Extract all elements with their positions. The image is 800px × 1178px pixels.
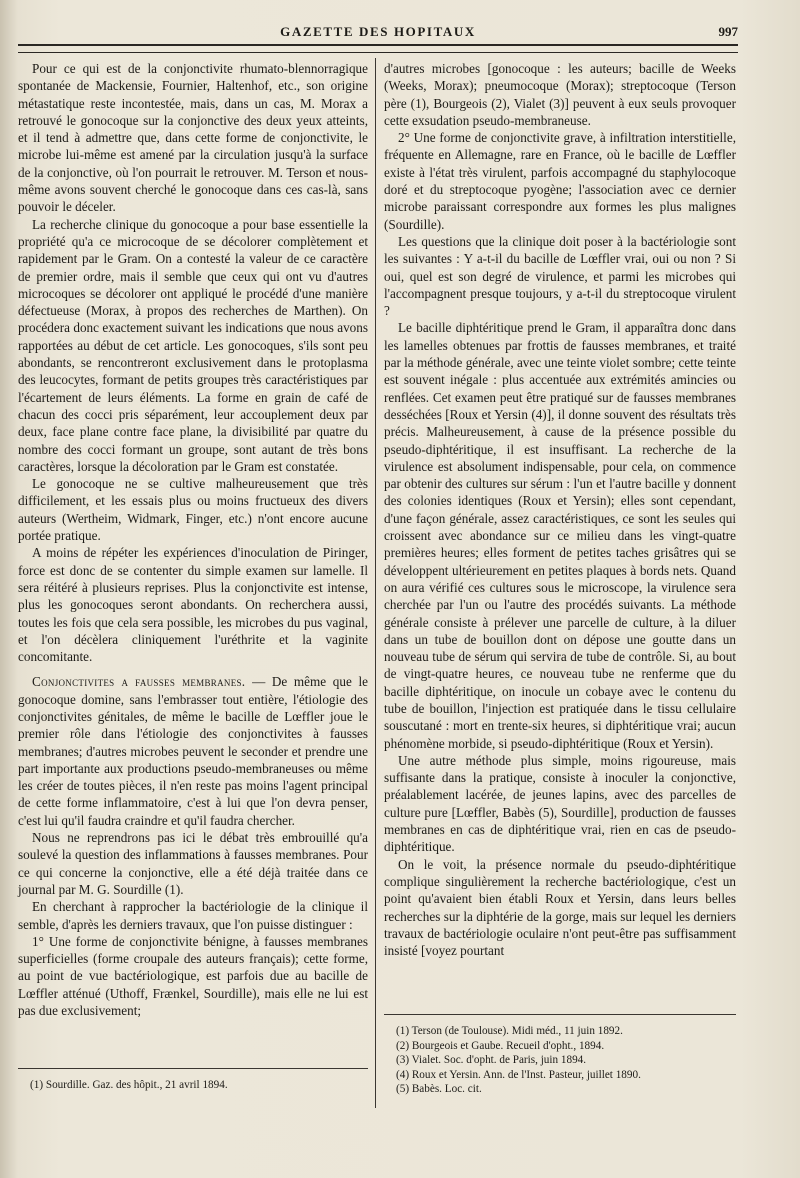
paragraph: Le bacille diphtéritique prend le Gram, il apparaîtra donc dans les lamelles obtenues par frottis de fausses membranes, et traité par la méthode générale, avec une teinte violet sombre; cette teinte est souvent inégale : plus accentuée aux extrémités amincies ou renflées. Cet examen peut être pratiqué sur de fausses membranes desséchées [Roux et Yersin (4)], il donne souvent des résultats très précis. Malheureusement, à cause de la présence possible du pseudo-diphtéritique, il est insuffisant. La recherche de la virulence est absolument indispensable, pour cela, on commence par obtenir des cultures sur sérum : l'un et l'autre bacille y donnent des colonies identiques (Roux et Yersin); elles sont cependant, d'une façon générale, assez caractéristiques, ce sont les seules qui croissent avec abondance sur ce milieu dans les vingt-quatre premières heures; elles forment de petites taches grisâtres qui se développent ultérieurement en petites plaques à bords nets. Quand on aura vérifié ces cultures sous le microscope, la virulence sera cherchée par l'un ou l'autre des procédés suivants. La méthode générale consiste à prélever une parcelle de culture, à la diluer dans un tube de bouillon dont on dépose une goutte dans un nouveau tube de sérum qui servira de tube de contrôle. Si, au bout de vingt-quatre heures, ce nouveau tube ne renferme que du bacille diphtéritique, on inocule un cobaye avec le contenu du tube de bouillon, l'injection est pratiquée dans le tissu cellulaire souscutané : mort en trente-six heures, si diphtéritique vrai; aucun phénomène morbide, si pseudo-diphtéritique (Roux et Yersin). <box>384 320 736 751</box>
page-header <box>18 22 738 42</box>
right-footnotes <box>396 1024 641 1097</box>
page-number: 997 <box>718 24 738 39</box>
footnote: (4) Roux et Yersin. Ann. de l'Inst. Pasteur, juillet 1890. <box>396 1068 641 1081</box>
paragraph: 2° Une forme de conjonctivite grave, à infiltration interstitielle, fréquente en Allemagne, rare en France, où le bacille de Lœffler existe à l'état très virulent, parfois accompagné du staphylocoque doré et du streptocoque pyogène; l'association avec ce dernier microbe paraissant correspondre aux formes les plus malignes (Sourdille). <box>384 130 736 232</box>
paragraph: Pour ce qui est de la conjonctivite rhumato-blennorragique spontanée de Mackensie, Fournier, Haltenhof, etc., son origine métastatique reste incontestée, mais, dans un cas, M. Morax a retrouvé le gonocoque sur la conjonctive des deux yeux atteints, et il tend à admettre que, dans cette forme de conjonctivite, le microbe lui-même est amené par la circulation jusqu'à la surface de la conjonctive, où l'on pourrait le retrouver. M. Terson et nous-même avons souvent cherché le gonocoque dans ces cas-là, sans pouvoir le déceler. <box>18 61 368 215</box>
paragraph: Les questions que la clinique doit poser à la bactériologie sont les suivantes : Y a-t-il du bacille de Lœffler vrai, oui ou non ? Si oui, quel est son degré de virulence, et parmi les microbes qui l'accompagnent presque toujours, y a-t-il du streptocoque virulent ? <box>384 233 736 319</box>
left-column <box>18 60 368 1019</box>
footnote-rule <box>384 1014 736 1015</box>
column-divider <box>375 58 376 1108</box>
paragraph: On le voit, la présence normale du pseudo-diphtéritique complique singulièrement la recherche bactériologique, c'est un point qu'avaient bien établi Roux et Yersin, dans leurs belles recherches sur la diphtérie de la gorge, mais sur lequel les derniers travaux de bactériologie oculaire n'ont peut-être pas suffisamment insisté [voyez pourtant <box>384 856 736 959</box>
section-text: — De même que le gonocoque domine, sans l'embrasser tout entière, l'étiologie des conjonctivites génitales, de même le bacille de Lœffler joue le premier rôle dans l'étiologie des conjonctivites à fausses membranes; d'autres microbes peuvent le seconder et prendre une part importante aux productions pseudo-membraneuses ou même les créer de toutes pièces, il n'en reste pas moins l'agent principal de cette forme inflammatoire, c'est à lui que l'on devra penser, c'est lui qu'il faudra craindre et qu'il faudra chercher. <box>18 674 369 828</box>
footnote: (5) Babès. Loc. cit. <box>396 1083 482 1096</box>
header-rule <box>18 44 738 53</box>
left-footnotes <box>30 1078 228 1093</box>
paragraph: Le gonocoque ne se cultive malheureusement que très difficilement, et les essais plus ou moins fructueux des divers auteurs (Wertheim, Widmark, Finger, etc.) n'ont encore aucune portée pratique. <box>18 476 368 544</box>
footnote-rule <box>18 1068 368 1069</box>
right-column <box>384 60 736 959</box>
footnote: (1) Terson (de Toulouse). Midi méd., 11 juin 1892. <box>396 1025 623 1037</box>
footnote: (1) Sourdille. Gaz. des hôpit., 21 avril 1894. <box>30 1079 228 1091</box>
section-title: Conjonctivites a fausses membranes. <box>32 674 246 690</box>
paragraph: La recherche clinique du gonocoque a pour base essentielle la propriété qu'a ce microcoque de se décolorer complètement et rapidement par le Gram. On a contesté la valeur de ce caractère de premier ordre, mais il semble que ceux qui ont vu d'autres microcoques se décolorer ont appliqué le procédé d'une manière défectueuse (Morax, à propos des recherches de Marthen). On procédera donc exactement suivant les indications que nous avons rapportées au début de cet article. Les gonocoques, s'ils sont peu abondants, se rencontreront exclusivement dans le protoplasma des leucocytes, formant de petits groupes très caractéristiques par l'écartement de leurs éléments. La forme en grain de café de chacun des cocci pris séparément, leur accouplement deux par deux, face plane contre face plane, la divisibilité par quatre du nombre des cocci formant un groupe, sont autant de très bons caractères, lorsque la décoloration par le Gram est constatée. <box>18 216 368 474</box>
paragraph: En cherchant à rapprocher la bactériologie de la clinique il semble, d'après les derniers travaux, que l'on puisse distinguer : <box>18 899 368 932</box>
footnote: (3) Vialet. Soc. d'opht. de Paris, juin 1894. <box>396 1054 587 1067</box>
journal-title: GAZETTE DES HOPITAUX <box>280 24 476 39</box>
paragraph: d'autres microbes [gonocoque : les auteurs; bacille de Weeks (Weeks, Morax); pneumocoque (Morax); streptocoque (Terson père (1), Bourgeois (2), Vialet (3)] peuvent à eux seuls provoquer cette exsudation pseudo-membraneuse. <box>384 61 736 128</box>
paragraph: Nous ne reprendrons pas ici le débat très embrouillé qu'a soulevé la question des inflammations à fausses membranes. Pour ce qui concerne la conjonctive, elle a été déjà traitée dans ce journal par M. G. Sourdille (1). <box>18 830 368 897</box>
paragraph: 1° Une forme de conjonctivite bénigne, à fausses membranes superficielles (forme croupale des auteurs français); cette forme, au point de vue bactériologique, est parfois due au bacille de Lœffler atténué (Uthoff, Frænkel, Sourdille), mais elle ne lui est pas due exclusivement; <box>18 933 368 1019</box>
footnote: (2) Bourgeois et Gaube. Recueil d'opht., 1894. <box>396 1039 605 1052</box>
paragraph: A moins de répéter les expériences d'inoculation de Piringer, force est donc de se contenter du simple examen sur lamelle. Il sera réitéré à plusieurs reprises. Plus la conjonctivite est intense, plus les gonocoques seront abondants. On recherchera aussi, toutes les fois que cela sera possible, les microbes du pus vaginal, et l'on décèlera cliniquement l'uréthrite et la vaginite concomitante. <box>18 545 368 665</box>
paragraph: Une autre méthode plus simple, moins rigoureuse, mais suffisante dans la pratique, consiste à inoculer la conjonctive, préalablement lacérée, de jeunes lapins, avec des parcelles de culture pure [Lœffler, Babès (5), Sourdille], production de fausses membranes en cas de diphtéritique vrai, rien en cas de pseudo-diphtéritique. <box>384 752 736 855</box>
section-paragraph <box>18 673 368 829</box>
